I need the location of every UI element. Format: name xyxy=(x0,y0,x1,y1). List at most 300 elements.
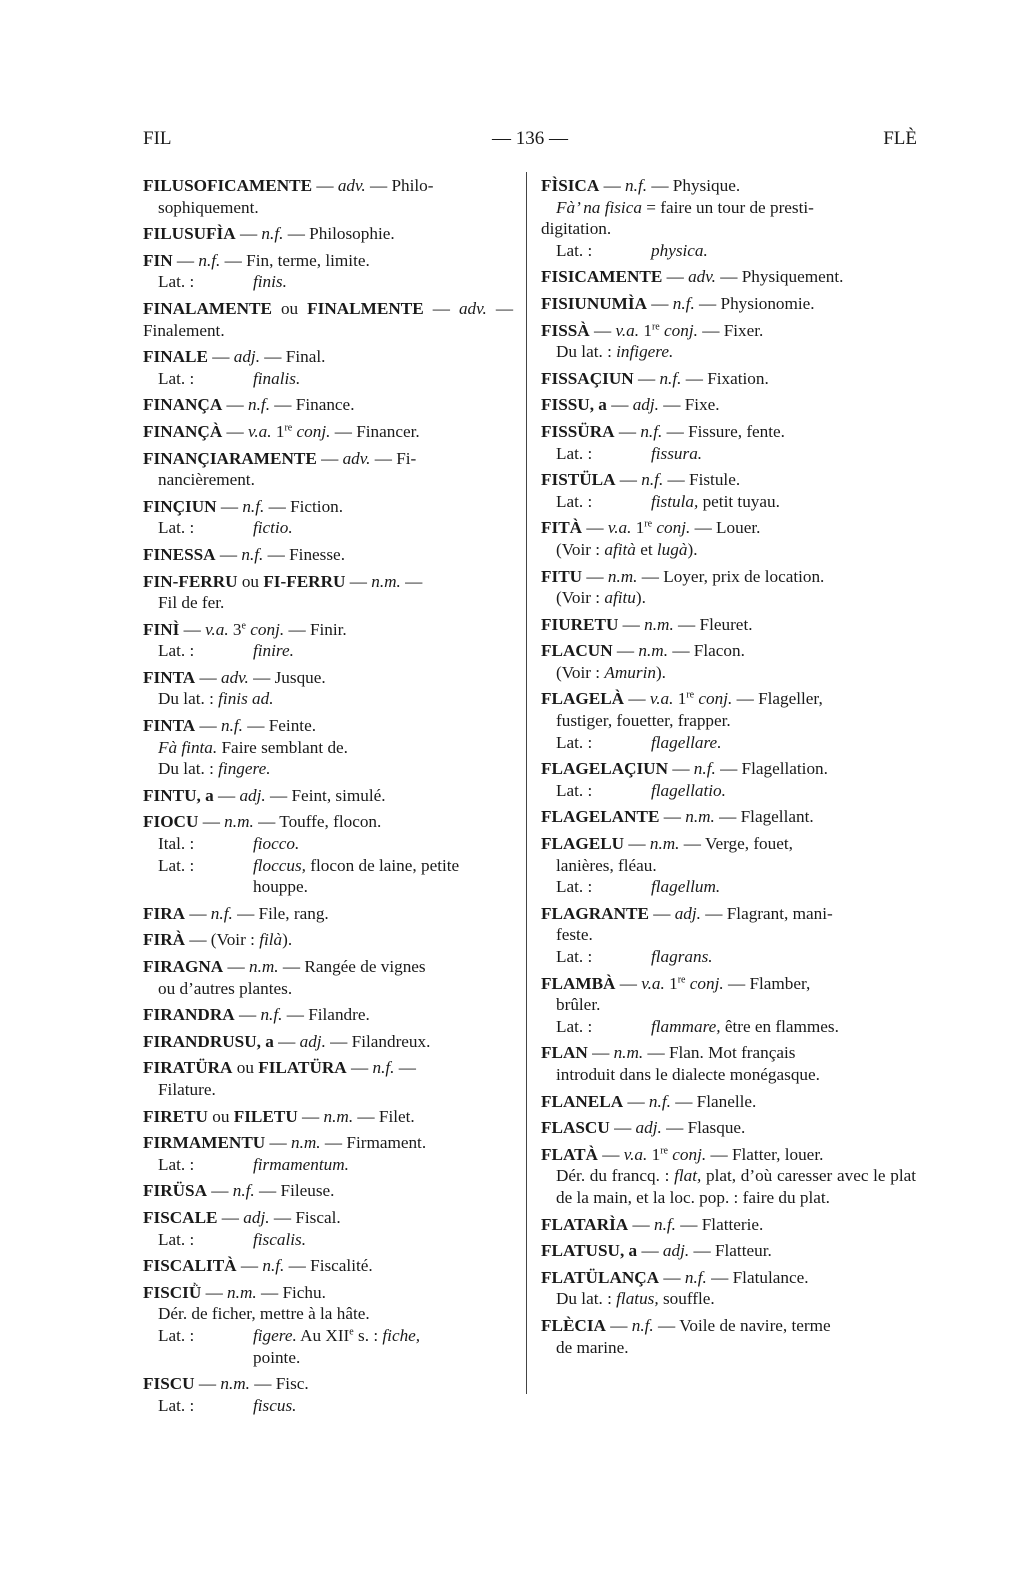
etymology-label: Lat. : xyxy=(556,732,593,752)
etymology-label: Ital. : xyxy=(158,834,195,854)
definition: Louer. xyxy=(716,518,761,538)
definition: Verge, fouet, xyxy=(704,834,793,854)
entry-first-line: FLACUN — n.m. — Flacon. xyxy=(541,641,745,661)
conjugation-suffix: e xyxy=(241,619,246,631)
dictionary-entry xyxy=(541,758,916,801)
definition: Flatter, louer. xyxy=(731,1144,824,1164)
origin-label: Du lat. : xyxy=(556,1289,612,1309)
entry-first-line: FISSAÇIUN — n.f. — Fixation. xyxy=(541,368,769,388)
definition: Filandre. xyxy=(308,1005,370,1025)
entry-first-line: FIN-FERRU ou FI-FERRU — n.m. — xyxy=(143,571,423,591)
headword-variant: FILETU xyxy=(233,1106,298,1126)
entry-first-line: FIRANDRUSU, a — adj. — Filandreux. xyxy=(143,1031,431,1051)
dictionary-entry xyxy=(541,903,916,968)
dictionary-entry xyxy=(541,320,916,363)
dictionary-entry xyxy=(541,175,916,261)
dictionary-entry xyxy=(541,1267,916,1310)
dictionary-entry xyxy=(541,394,916,416)
headword: FISSÜRA xyxy=(541,421,615,441)
entry-first-line: FISSU, a — adj. — Fixe. xyxy=(541,395,720,415)
entry-first-line: FIRAGNA — n.m. — Rangée de vignes xyxy=(143,957,426,976)
headword: FLATÀ xyxy=(541,1144,598,1164)
definition-continuation: fustiger, fouetter, frapper. xyxy=(556,711,731,731)
headword: FINANÇIARAMENTE xyxy=(143,448,317,468)
dictionary-entry xyxy=(541,1144,916,1209)
part-of-speech: adj. xyxy=(635,1118,662,1138)
latin-etymology xyxy=(541,443,916,465)
headword: FLAGRANTE xyxy=(541,903,649,923)
see-also-ref: filà xyxy=(259,930,283,950)
part-of-speech: adj. xyxy=(299,1031,326,1051)
century-suffix: e xyxy=(349,1326,354,1338)
dictionary-entry xyxy=(143,571,513,614)
entry-first-line: FISSÀ — v.a. 1re conj. — Fixer. xyxy=(541,320,764,340)
headword: FLAGELÀ xyxy=(541,689,625,709)
see-also-label: (Voir : xyxy=(556,539,601,559)
definition: Fixer. xyxy=(723,320,764,340)
headword: FLAGELU xyxy=(541,834,625,854)
definition: Flatteur. xyxy=(714,1241,772,1261)
entry-first-line: FIRÜSA — n.f. — Fileuse. xyxy=(143,1181,335,1201)
latin-origin xyxy=(541,341,916,363)
dictionary-entry xyxy=(541,1240,916,1262)
etymology-word: flammare, xyxy=(651,1016,721,1036)
etymology-label: Lat. : xyxy=(556,1016,593,1036)
headword: FINTA xyxy=(143,667,196,687)
part-of-speech: n.f. xyxy=(693,759,716,779)
origin-gloss: souffle. xyxy=(662,1289,715,1309)
entry-first-line: FINESSA — n.f. — Finesse. xyxy=(143,544,345,564)
etymology-word-2: fiche, xyxy=(382,1325,421,1345)
latin-etymology xyxy=(143,640,513,662)
see-also-ref: afitu xyxy=(604,588,636,608)
part-of-speech: n.f. xyxy=(262,1256,285,1276)
etymology-word: flagellare. xyxy=(651,732,722,752)
etymology-label: Lat. : xyxy=(158,368,195,388)
dictionary-entry xyxy=(541,368,916,390)
dictionary-entry xyxy=(143,619,513,662)
headword: FISTÜLA xyxy=(541,470,616,490)
entry-first-line: FIRMAMENTU — n.m. — Firmament. xyxy=(143,1133,427,1153)
definition: Fixe. xyxy=(684,395,720,415)
headword: FIN xyxy=(143,250,173,270)
origin-word: infigere. xyxy=(616,342,674,362)
column-divider xyxy=(526,172,527,1394)
part-of-speech: n.f. xyxy=(242,496,265,516)
definition: Flan. Mot français xyxy=(668,1043,796,1063)
running-head-right: FLÈ xyxy=(883,128,917,149)
entry-first-line: FLAGELU — n.m. — Verge, fouet, xyxy=(541,834,793,854)
dictionary-entry xyxy=(541,806,916,828)
dictionary-entry xyxy=(143,544,513,566)
part-of-speech: n.f. xyxy=(641,470,664,490)
latin-etymology xyxy=(143,855,513,877)
etymology-word: fissura. xyxy=(651,443,703,463)
headword: FIRMAMENTU xyxy=(143,1133,266,1153)
dictionary-entry xyxy=(143,1132,513,1175)
etymology-word: finis. xyxy=(253,272,287,292)
definition: Finir. xyxy=(309,619,347,639)
conjugation-number: 3 xyxy=(232,619,242,639)
latin-etymology xyxy=(143,271,513,293)
see-also xyxy=(541,587,916,609)
dictionary-entry xyxy=(143,448,513,491)
see-also-label: (Voir : xyxy=(556,662,601,682)
headword: FLATÜLANÇA xyxy=(541,1267,660,1287)
derivation-note xyxy=(541,1165,916,1208)
part-of-speech: adj. xyxy=(632,395,659,415)
headword: FLATARÌA xyxy=(541,1214,629,1234)
derivation-source: flat, xyxy=(674,1166,702,1186)
example-meaning: = faire un tour de presti- xyxy=(646,197,814,217)
dictionary-entry xyxy=(143,394,513,416)
latin-etymology xyxy=(541,780,916,802)
definition: Physique. xyxy=(672,176,741,195)
definition: Voile de navire, terme xyxy=(679,1315,831,1335)
part-of-speech: n.m. xyxy=(249,957,279,976)
definition: Flatulance. xyxy=(732,1267,809,1287)
conjugation-suffix: re xyxy=(677,973,686,985)
latin-etymology xyxy=(143,1229,513,1251)
dictionary-entry xyxy=(541,614,916,636)
etymology-gloss: être en flammes. xyxy=(724,1016,839,1036)
headword: FILUSOFICAMENTE xyxy=(143,176,313,195)
dictionary-entry xyxy=(541,1042,916,1085)
definition: Fi- xyxy=(396,448,417,468)
definition: Fiscalité. xyxy=(310,1256,373,1276)
entry-first-line: FLAN — n.m. — Flan. Mot français xyxy=(541,1043,796,1063)
headword: FINANÇA xyxy=(143,395,223,415)
usage-example xyxy=(541,197,916,219)
or-connector: ou xyxy=(212,1106,230,1126)
headword: FISCALE xyxy=(143,1207,218,1227)
latin-etymology xyxy=(143,517,513,539)
definition-continuation: introduit dans le dialecte monégasque. xyxy=(556,1064,820,1084)
headword: FLATUSU, a xyxy=(541,1241,638,1261)
conjugation-label: conj. xyxy=(296,421,331,441)
conjugation-suffix: re xyxy=(660,1145,668,1157)
see-also-end: ). xyxy=(635,588,646,608)
etymology-label: Lat. : xyxy=(556,877,593,897)
conjugation-number: 1 xyxy=(669,973,678,993)
latin-origin xyxy=(143,688,513,710)
dictionary-entry xyxy=(541,640,916,683)
headword: FINALE xyxy=(143,347,208,367)
part-of-speech: v.a. xyxy=(248,421,272,441)
dictionary-entry xyxy=(143,421,513,443)
etymology-word: flagellatio. xyxy=(651,780,726,800)
entry-first-line: FLATÀ — v.a. 1re conj. — Flatter, louer. xyxy=(541,1144,824,1164)
headword: FIRA xyxy=(143,903,186,923)
entry-first-line: FISCALITÀ — n.f. — Fiscalité. xyxy=(143,1256,373,1276)
part-of-speech: n.m. xyxy=(227,1282,257,1302)
headword: FÌSICA xyxy=(541,176,600,195)
conjugation-label: conj. xyxy=(672,1144,707,1164)
part-of-speech: n.m. xyxy=(220,1374,250,1394)
see-also-label: (Voir : xyxy=(556,588,601,608)
dictionary-entry xyxy=(143,1180,513,1202)
headword: FINÌ xyxy=(143,619,180,639)
definition: Filandreux. xyxy=(351,1031,431,1051)
entry-first-line: FLAGRANTE — adj. — Flagrant, mani- xyxy=(541,903,833,923)
etymology-label: Lat. : xyxy=(158,855,195,875)
etymology-label: Lat. : xyxy=(158,1325,195,1345)
dictionary-entry xyxy=(143,1004,513,1026)
headword: FIN-FERRU xyxy=(143,571,238,591)
entry-first-line: FLAGELAÇIUN — n.f. — Flagellation. xyxy=(541,759,828,779)
definition: Financer. xyxy=(356,421,420,441)
conjugation-number: 1 xyxy=(635,518,645,538)
dictionary-entry xyxy=(143,903,513,925)
definition: Fin, terme, limite. xyxy=(246,250,370,270)
definition: Fisc. xyxy=(275,1374,309,1394)
definition: File, rang. xyxy=(258,903,329,923)
dictionary-entry xyxy=(143,956,513,999)
definition: Feint, simulé. xyxy=(291,785,386,805)
etymology-word: figere. xyxy=(253,1325,297,1345)
left-column xyxy=(143,175,513,1421)
dictionary-entry xyxy=(541,1117,916,1139)
see-also xyxy=(541,539,916,561)
part-of-speech: n.f. xyxy=(248,395,270,415)
running-head-left: FIL xyxy=(143,128,172,149)
headword: FIRANDRUSU, a xyxy=(143,1031,274,1051)
dictionary-entry xyxy=(143,223,513,245)
definition: Fichu. xyxy=(282,1282,326,1302)
latin-etymology xyxy=(143,368,513,390)
etymology-label: Lat. : xyxy=(556,443,593,463)
entry-first-line: FIN — n.f. — Fin, terme, limite. xyxy=(143,250,370,270)
entry-first-line: FIRA — n.f. — File, rang. xyxy=(143,903,329,923)
definition: Flageller, xyxy=(758,689,823,709)
headword-variant: FINALMENTE xyxy=(307,298,424,318)
etymology-word: finalis. xyxy=(253,368,301,388)
headword: FISSU, a xyxy=(541,395,607,415)
origin-word: finis ad. xyxy=(218,689,274,709)
definition: Rangée de vignes xyxy=(304,957,426,976)
dictionary-entry xyxy=(541,266,916,288)
headword: FISCALITÀ xyxy=(143,1256,237,1276)
dictionary-entry xyxy=(143,1282,513,1368)
headword: FLANELA xyxy=(541,1091,624,1111)
part-of-speech: n.m. xyxy=(613,1043,644,1063)
etymology-label: Lat. : xyxy=(158,1395,195,1415)
or-connector: ou xyxy=(236,1058,254,1078)
headword: FISSÀ xyxy=(541,320,590,340)
part-of-speech: n.m. xyxy=(371,571,401,591)
or-connector: ou xyxy=(241,571,260,591)
etymology-label: Lat. : xyxy=(158,272,195,292)
entry-first-line: FLASCU — adj. — Flasque. xyxy=(541,1118,746,1138)
headword: FLAN xyxy=(541,1043,588,1063)
latin-etymology xyxy=(541,946,916,968)
etymology-word: fictio. xyxy=(253,518,293,538)
definition: Flamber, xyxy=(749,973,811,993)
example-phrase: Fà finta. xyxy=(158,737,218,757)
etymology-word: finire. xyxy=(253,641,294,661)
definition: Fleuret. xyxy=(699,614,753,634)
entry-first-line: FISIUNUMÌA — n.f. — Physionomie. xyxy=(541,293,815,313)
entry-first-line: FINALE — adj. — Final. xyxy=(143,347,326,367)
right-column xyxy=(541,175,916,1363)
see-also-ref-2: lugà xyxy=(656,539,688,559)
part-of-speech: n.f. xyxy=(260,1005,283,1025)
entry-first-line: FIRANDRA — n.f. — Filandre. xyxy=(143,1005,370,1025)
headword-variant: FI-FERRU xyxy=(263,571,346,591)
see-also xyxy=(541,662,916,684)
dictionary-entry xyxy=(143,1207,513,1250)
derivation-label: Dér. du francq. : xyxy=(556,1166,670,1186)
part-of-speech: n.f. xyxy=(198,250,221,270)
dictionary-entry xyxy=(541,293,916,315)
see-also-end: ). xyxy=(282,930,293,950)
etymology-gloss: petit tuyau. xyxy=(702,491,780,511)
italian-etymology xyxy=(143,833,513,855)
definition: Fiscal. xyxy=(295,1207,341,1227)
latin-etymology xyxy=(143,1154,513,1176)
definition: Flatterie. xyxy=(701,1214,764,1234)
origin-label: Du lat. : xyxy=(158,759,214,779)
entry-first-line: FINTA — adv. — Jusque. xyxy=(143,667,326,687)
entry-first-line: FINALAMENTE ou FINALMENTE — adv. — Finalement. xyxy=(143,298,513,340)
part-of-speech: adv. xyxy=(458,298,487,318)
etymology-word: flagellum. xyxy=(651,877,721,897)
definition: Physiquement. xyxy=(741,267,844,287)
derivation-note: Dér. de ficher, mettre à la hâte. xyxy=(158,1304,370,1324)
definition: Flasque. xyxy=(687,1118,746,1138)
part-of-speech: n.f. xyxy=(210,903,233,923)
etymology-word: fiocco. xyxy=(253,834,300,854)
entry-first-line: FINANÇÀ — v.a. 1re conj. — Financer. xyxy=(143,421,420,441)
definition: Flagellant. xyxy=(740,807,814,827)
dictionary-entry xyxy=(541,469,916,512)
example-meaning: Faire semblant de. xyxy=(221,737,348,757)
definition-continuation: de marine. xyxy=(556,1337,629,1357)
headword: FINÇIUN xyxy=(143,496,217,516)
definition-continuation: brûler. xyxy=(556,995,601,1015)
part-of-speech: n.m. xyxy=(607,566,638,586)
definition: Loyer, prix de location. xyxy=(663,566,825,586)
dictionary-entry xyxy=(143,1373,513,1416)
definition: Flacon. xyxy=(693,641,745,661)
latin-etymology xyxy=(541,732,916,754)
part-of-speech: v.a. xyxy=(623,1144,648,1164)
part-of-speech: n.m. xyxy=(224,812,254,832)
definition: Fistule. xyxy=(689,470,741,490)
example-phrase: Fà’ na fisica xyxy=(556,197,642,217)
entry-first-line: FIRETU ou FILETU — n.m. — Filet. xyxy=(143,1106,415,1126)
or-connector: ou xyxy=(280,298,299,318)
etymology-word: fistula, xyxy=(651,491,699,511)
entry-first-line: FLATARÌA — n.f. — Flatterie. xyxy=(541,1214,764,1234)
headword: FLAGELAÇIUN xyxy=(541,759,669,779)
see-also-and: et xyxy=(640,539,653,559)
headword: FLASCU xyxy=(541,1118,610,1138)
headword: FILUSUFÌA xyxy=(143,224,236,244)
entry-first-line: FILUSOFICAMENTE — adv. — Philo- xyxy=(143,176,434,195)
headword: FLÈCIA xyxy=(541,1315,606,1335)
etymology-label: Lat. : xyxy=(158,1154,195,1174)
headword: FIRATÜRA xyxy=(143,1058,233,1078)
part-of-speech: adj. xyxy=(233,347,260,367)
headword: FINALAMENTE xyxy=(143,298,272,318)
definition: Firmament. xyxy=(346,1133,427,1153)
definition: Philosophie. xyxy=(309,224,395,244)
origin-label: Du lat. : xyxy=(158,689,214,709)
conjugation-label: conj. xyxy=(664,320,698,340)
latin-etymology xyxy=(541,1016,916,1038)
headword: FINANÇÀ xyxy=(143,421,223,441)
latin-origin xyxy=(143,758,513,780)
part-of-speech: n.m. xyxy=(649,834,680,854)
entry-first-line: FLÈCIA — n.f. — Voile de navire, terme xyxy=(541,1315,831,1335)
dictionary-entry xyxy=(143,785,513,807)
entry-first-line: FINTA — n.f. — Feinte. xyxy=(143,716,316,736)
etymology-gloss: Au XII xyxy=(300,1325,350,1345)
entry-first-line: FIRÀ — (Voir : filà). xyxy=(143,930,293,950)
page-number: — 136 — xyxy=(492,128,568,149)
headword: FLAGELANTE xyxy=(541,807,660,827)
part-of-speech: n.m. xyxy=(291,1133,321,1153)
origin-word: flatus, xyxy=(616,1289,659,1309)
definition: Feinte. xyxy=(268,716,316,736)
dictionary-entry xyxy=(541,833,916,898)
part-of-speech: adj. xyxy=(239,785,266,805)
entry-first-line: FINANÇIARAMENTE — adv. — Fi- xyxy=(143,448,417,468)
etymology-word: fiscalis. xyxy=(253,1229,306,1249)
definition: Fileuse. xyxy=(280,1181,335,1201)
entry-first-line: FISCIǛ — n.m. — Fichu. xyxy=(143,1282,326,1302)
part-of-speech: n.m. xyxy=(644,614,674,634)
conjugation-label: conj. xyxy=(250,619,285,639)
part-of-speech: n.f. xyxy=(261,224,284,244)
part-of-speech: n.f. xyxy=(672,293,695,313)
definition-continuation: Fil de fer. xyxy=(158,593,225,613)
definition-continuation: feste. xyxy=(556,925,593,945)
headword: FISCIǛ xyxy=(143,1282,202,1302)
definition: Physionomie. xyxy=(720,293,815,313)
entry-first-line: FILUSUFÌA — n.f. — Philosophie. xyxy=(143,224,395,244)
conjugation-label: conj. xyxy=(656,518,691,538)
entry-first-line: FLATUSU, a — adj. — Flatteur. xyxy=(541,1241,772,1261)
headword: FISSAÇIUN xyxy=(541,368,634,388)
headword: FIRANDRA xyxy=(143,1005,235,1025)
dictionary-entry xyxy=(143,1057,513,1100)
dictionary-entry xyxy=(143,1106,513,1128)
page-header xyxy=(143,128,917,158)
part-of-speech: v.a. xyxy=(607,518,632,538)
part-of-speech: n.f. xyxy=(684,1267,707,1287)
conjugation-suffix: re xyxy=(651,320,660,332)
headword: FIRETU xyxy=(143,1106,208,1126)
etymology-gloss-2: s. : xyxy=(358,1325,379,1345)
definition-continuation: Filature. xyxy=(158,1079,216,1099)
headword: FIRÜSA xyxy=(143,1181,207,1201)
headword: FINTU, a xyxy=(143,785,214,805)
dictionary-entry xyxy=(541,1091,916,1113)
part-of-speech: n.f. xyxy=(640,421,663,441)
part-of-speech: n.f. xyxy=(659,368,682,388)
etymology-label: Lat. : xyxy=(158,641,195,661)
definition: Touffe, flocon. xyxy=(279,812,382,832)
dictionary-entry xyxy=(541,421,916,464)
latin-etymology xyxy=(143,1325,513,1347)
etymology-continuation: pointe. xyxy=(253,1347,301,1367)
definition: Jusque. xyxy=(274,667,326,687)
headword: FISCU xyxy=(143,1374,195,1394)
dictionary-entry xyxy=(541,566,916,609)
see-also-label: (Voir : xyxy=(210,930,255,950)
